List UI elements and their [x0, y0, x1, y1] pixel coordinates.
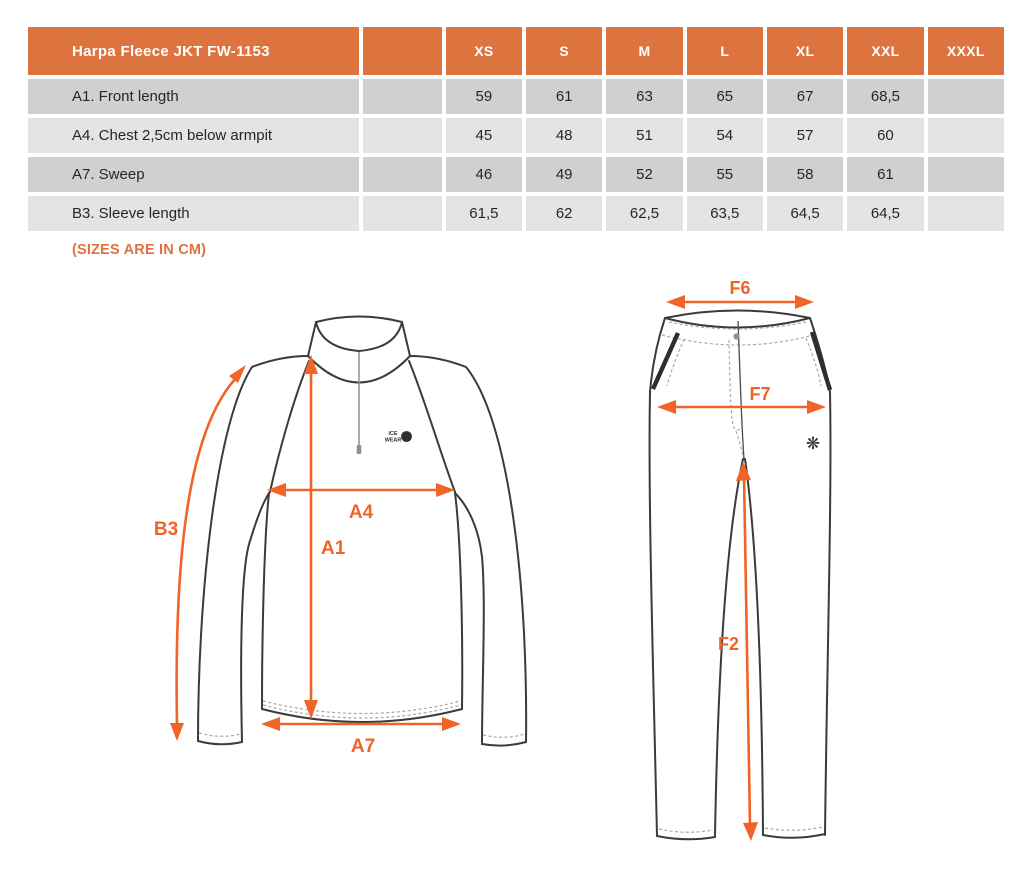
- pants-measurement-diagram: [640, 278, 890, 870]
- logo-text-line1: ICE: [388, 431, 398, 437]
- cell-value: [928, 79, 1004, 114]
- size-col-xxl: XXL: [847, 27, 923, 75]
- cell-value: 61: [847, 157, 923, 192]
- size-col-s: S: [526, 27, 602, 75]
- jacket-measurements: [154, 355, 461, 757]
- table-row-sleeve-length: [28, 196, 1004, 231]
- size-col-m: M: [606, 27, 682, 75]
- a7-label: A7: [350, 736, 376, 757]
- size-col-xxxl: XXXL: [928, 27, 1004, 75]
- spacer-cell: [363, 79, 441, 114]
- cell-value: 52: [606, 157, 682, 192]
- cell-value: 59: [446, 79, 522, 114]
- f7-label: F7: [749, 384, 771, 404]
- a1-arrow: [304, 355, 318, 719]
- a1-label: A1: [321, 538, 346, 559]
- table-row-sweep: [28, 157, 1004, 192]
- snowflake-icon: ✳: [403, 432, 410, 442]
- size-col-xs: XS: [446, 27, 522, 75]
- zipper-pull: [357, 445, 362, 454]
- row-label: A4. Chest 2,5cm below armpit: [28, 118, 359, 153]
- cell-value: 63,5: [687, 196, 763, 231]
- cell-value: 60: [847, 118, 923, 153]
- cell-value: 64,5: [767, 196, 843, 231]
- b3-label: B3: [153, 519, 179, 540]
- product-title: Harpa Fleece JKT FW-1153: [28, 27, 359, 75]
- spacer-cell: [363, 196, 441, 231]
- size-col-l: L: [687, 27, 763, 75]
- cell-value: [928, 157, 1004, 192]
- pants-drawing: [650, 311, 831, 840]
- row-label: A7. Sweep: [28, 157, 359, 192]
- cell-value: [928, 196, 1004, 231]
- row-label: B3. Sleeve length: [28, 196, 359, 231]
- snowflake-icon: ❋: [805, 434, 821, 454]
- row-label: A1. Front length: [28, 79, 359, 114]
- pants-measurements: [657, 278, 826, 841]
- cell-value: 46: [446, 157, 522, 192]
- brand-logo: [385, 431, 412, 444]
- sizes-unit-note: (SIZES ARE IN CM): [72, 242, 207, 258]
- header-row: [28, 27, 1004, 75]
- table-row-front-length: [28, 79, 1004, 114]
- cell-value: 54: [687, 118, 763, 153]
- cell-value: 68,5: [847, 79, 923, 114]
- cell-value: 62,5: [606, 196, 682, 231]
- cell-value: 51: [606, 118, 682, 153]
- cell-value: 62: [526, 196, 602, 231]
- a4-arrow: [267, 483, 455, 497]
- cell-value: 45: [446, 118, 522, 153]
- cell-value: 61,5: [446, 196, 522, 231]
- cell-value: 64,5: [847, 196, 923, 231]
- cell-value: 58: [767, 157, 843, 192]
- size-chart-table: [24, 23, 1008, 235]
- jacket-measurement-diagram: [130, 295, 570, 773]
- size-col-xl: XL: [767, 27, 843, 75]
- cell-value: 61: [526, 79, 602, 114]
- a4-label: A4: [348, 502, 374, 523]
- header-spacer-cell: [363, 27, 441, 75]
- a7-arrow: [261, 717, 461, 731]
- cell-value: 57: [767, 118, 843, 153]
- waist-button: [733, 333, 739, 339]
- jacket-drawing: [198, 317, 526, 746]
- cell-value: 65: [687, 79, 763, 114]
- f2-arrow: [736, 462, 758, 841]
- logo-text-line2: WEAR: [384, 437, 402, 444]
- cell-value: 63: [606, 79, 682, 114]
- left-pocket-opening: [653, 333, 678, 389]
- cell-value: 49: [526, 157, 602, 192]
- f6-label: F6: [729, 278, 751, 298]
- spacer-cell: [363, 118, 441, 153]
- spacer-cell: [363, 157, 441, 192]
- f2-label: F2: [717, 634, 739, 654]
- cell-value: [928, 118, 1004, 153]
- cell-value: 55: [687, 157, 763, 192]
- cell-value: 48: [526, 118, 602, 153]
- table-row-chest: [28, 118, 1004, 153]
- cell-value: 67: [767, 79, 843, 114]
